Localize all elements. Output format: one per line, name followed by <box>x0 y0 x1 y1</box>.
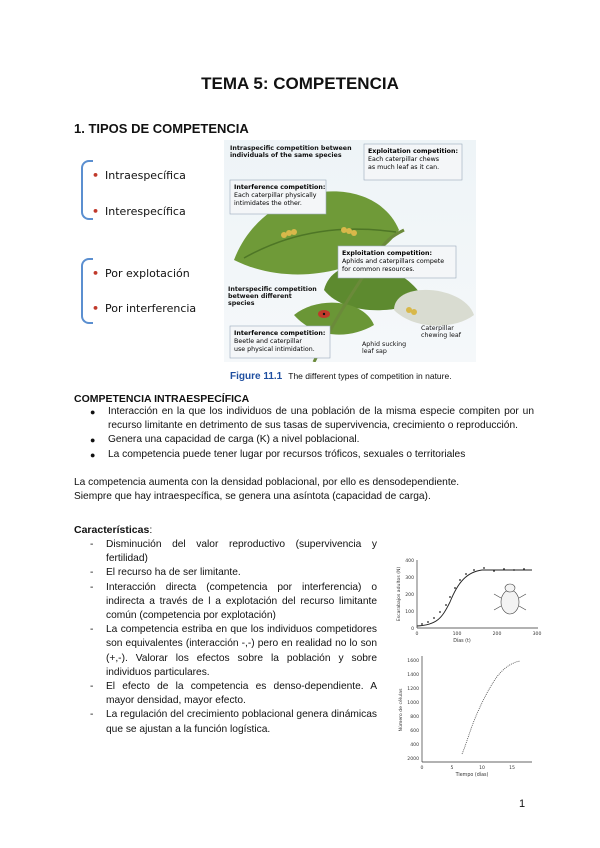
svg-text:Each caterpillar chews: Each caterpillar chews <box>368 156 439 163</box>
cells-curve <box>462 661 520 754</box>
svg-text:use physical intimidation.: use physical intimidation. <box>234 346 315 353</box>
svg-text:Exploitation competition:: Exploitation competition: <box>342 250 433 257</box>
svg-text:200: 200 <box>405 593 414 598</box>
svg-text:5: 5 <box>450 766 454 771</box>
characteristics-heading-text: Características <box>74 524 150 536</box>
intra-bullet: ● Genera una capacidad de carga (K) a nivel poblacional. <box>74 433 534 447</box>
label-aphid-2: leaf sap <box>362 348 387 355</box>
svg-text:800: 800 <box>410 715 419 720</box>
box-exploitation-top <box>364 144 462 180</box>
beetle-illustration-icon <box>494 584 526 614</box>
svg-text:200: 200 <box>492 632 502 637</box>
characteristic-item: - La regulación del crecimiento poblacional genera dinámicas que se ajustan a la función logística. <box>74 708 377 736</box>
asymptote-paragraph: Siempre que hay intraespecífica, se genera una asíntota (capacidad de carga). <box>74 491 431 502</box>
svg-text:Interference competition:: Interference competition: <box>234 184 326 191</box>
svg-text:Interference competition:: Interference competition: <box>234 330 326 337</box>
label-interspecific-2: between different <box>228 293 292 300</box>
box-interference-top <box>230 180 326 214</box>
characteristic-item: - Interacción directa (competencia por interferencia) o indirecta a través de l a explotación del recurso limitante común (competencia por explotación) <box>74 581 377 624</box>
caption-number: Figure 11.1 <box>230 371 283 382</box>
graph1-xlabel: Días (t) <box>453 639 471 644</box>
graph1-ylabel: Escarabajos adultos (N) <box>397 566 402 622</box>
svg-text:100: 100 <box>452 632 462 637</box>
svg-text:for common resources.: for common resources. <box>342 266 415 273</box>
logistic-graph-cells <box>392 650 542 780</box>
characteristic-item: - El recurso ha de ser limitante. <box>74 566 377 580</box>
characteristics-heading: Características: <box>74 524 153 536</box>
svg-text:as much leaf as it can.: as much leaf as it can. <box>368 164 440 171</box>
svg-text:0: 0 <box>420 766 424 771</box>
label-interspecific-3: species <box>228 300 255 307</box>
section-heading: 1. TIPOS DE COMPETENCIA <box>74 121 249 136</box>
figure-caption <box>230 371 452 382</box>
label-interspecific-1: Interspecific competition <box>228 286 317 293</box>
label-caterpillar-2: chewing leaf <box>421 332 461 339</box>
density-paragraph: La competencia aumenta con la densidad poblacional, por ello es densodependiente. <box>74 477 460 488</box>
label-aphid-1: Aphid sucking <box>362 341 407 348</box>
svg-text:Aphids and caterpillars compet: Aphids and caterpillars compete <box>342 258 445 265</box>
bracket-item-interespecifica: • Interespecífica <box>92 205 186 218</box>
intra-bullet: ● La competencia puede tener lugar por recursos tróficos, sexuales o territoriales <box>74 448 534 462</box>
graph2-ylabel: Número de células <box>399 688 404 732</box>
page-title: TEMA 5: COMPETENCIA <box>201 74 399 93</box>
bracket-item-interferencia: • Por interferencia <box>92 302 197 315</box>
svg-text:400: 400 <box>410 743 419 748</box>
svg-text:100: 100 <box>405 610 414 615</box>
label-intraspecific-1: Intraspecific competition between <box>230 145 352 152</box>
svg-text:400: 400 <box>405 559 414 564</box>
svg-text:600: 600 <box>410 729 419 734</box>
graph2-xlabel: Tiempo (días) <box>455 773 489 778</box>
bracket-item-explotacion: • Por explotación <box>92 267 190 280</box>
svg-text:1200: 1200 <box>407 687 419 692</box>
intra-bullet-list <box>74 405 534 462</box>
svg-text:1000: 1000 <box>407 701 419 706</box>
svg-text:10: 10 <box>479 766 485 771</box>
bracket-item-intraespecifica: • Intraespecífica <box>92 169 186 182</box>
svg-text:1400: 1400 <box>407 673 419 678</box>
characteristic-item: - Disminución del valor reproductivo (supervivencia y fertilidad) <box>74 538 377 566</box>
svg-text:Exploitation competition:: Exploitation competition: <box>368 148 459 155</box>
intra-heading: COMPETENCIA INTRAESPECÍFICA <box>74 393 250 405</box>
svg-text:15: 15 <box>509 766 515 771</box>
intra-bullet: ● Interacción en la que los individuos de una población de la misma especie compiten por un recurso limitante en detrimento de sus tasas de supervivencia, crecimiento o reproducción. <box>74 405 534 433</box>
svg-text:0: 0 <box>415 632 419 637</box>
svg-text:2000: 2000 <box>407 757 419 762</box>
caption-text: The different types of competition in nature. <box>288 371 452 381</box>
logistic-graph-beetles <box>392 552 542 644</box>
svg-text:300: 300 <box>405 576 414 581</box>
label-caterpillar-1: Caterpillar <box>421 325 454 332</box>
label-intraspecific-2: individuals of the same species <box>230 152 342 159</box>
characteristic-item: - El efecto de la competencia es denso-dependiente. A mayor densidad, mayor efecto. <box>74 680 377 708</box>
beetle-icon <box>318 310 330 318</box>
svg-text:Beetle and caterpillar: Beetle and caterpillar <box>234 338 302 345</box>
box-interference-bottom <box>230 326 330 358</box>
svg-text:Each caterpillar physically: Each caterpillar physically <box>234 192 317 199</box>
box-exploitation-mid <box>338 246 456 278</box>
competition-figure <box>224 140 476 362</box>
page-number: 1 <box>519 798 526 810</box>
svg-text:1600: 1600 <box>407 659 419 664</box>
characteristic-item: - La competencia estriba en que los individuos competidores son equivalentes (interacción -,-) pero en realidad no lo son (+,-). Valorar los efectos sobre la población y sobre individuos particulares. <box>74 623 377 680</box>
svg-text:intimidates the other.: intimidates the other. <box>234 200 302 207</box>
svg-text:0: 0 <box>411 627 414 632</box>
characteristics-list <box>74 538 377 737</box>
svg-text:300: 300 <box>532 632 542 637</box>
